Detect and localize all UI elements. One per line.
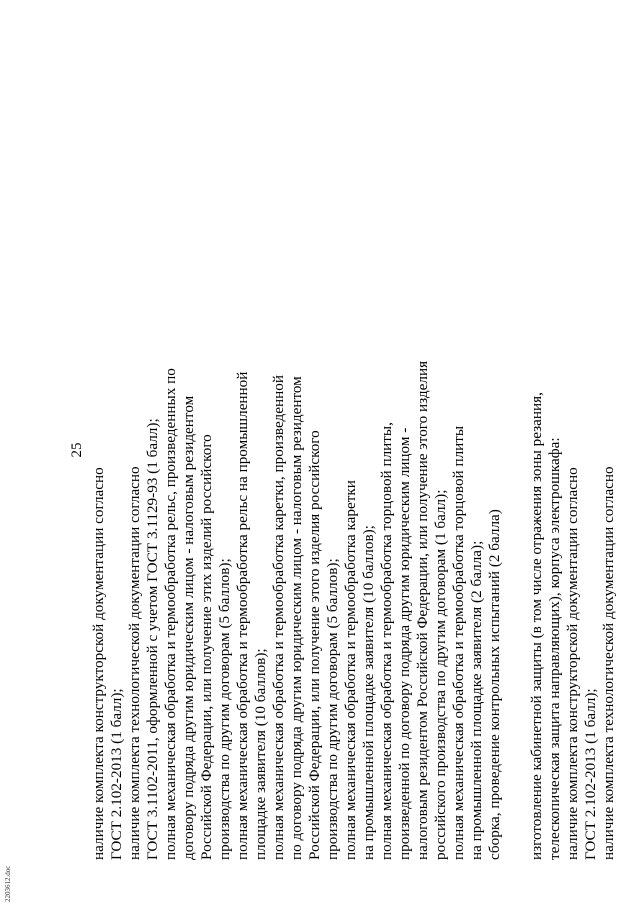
text-line: наличие комплекта технологической документации согласно: [126, 466, 143, 860]
text-line: российского производства по другим договорам (1 балл);: [432, 489, 449, 860]
text-line: изготовление кабинетной защиты (в том числе отражения зоны резания,: [528, 392, 545, 860]
text-line: договору подряда другим юридическим лицом - налоговым резидентом: [180, 395, 197, 860]
text-line: полная механическая обработка и термообработка рельс, произведенных по: [162, 368, 179, 860]
text-line: производства по другим договорам (5 баллов);: [324, 558, 341, 860]
text-line: ГОСТ 3.1102-2011, оформленной с учетом ГОСТ 3.1129-93 (1 балл);: [144, 418, 161, 860]
text-line: ГОСТ 2.102-2013 (1 балл);: [108, 688, 125, 860]
text-line: наличие комплекта технологической документации согласно: [600, 466, 617, 860]
text-line: на промышленной площадке заявителя (2 балла);: [468, 540, 485, 860]
text-line: полная механическая обработка и термообработка торцовой плиты,: [378, 422, 395, 860]
text-line: Российской Федерации, или получение этого изделия российского: [306, 430, 323, 860]
text-line: сборка, проведение контрольных испытаний (2 балла): [486, 509, 503, 860]
text-line: полная механическая обработка и термообработка каретки: [342, 480, 359, 860]
text-line: произведенной по договору подряда другим юридическим лицом -: [396, 427, 413, 860]
text-line: налоговым резидентом Российской Федерации, или получение этого изделия: [414, 360, 431, 860]
text-line: полная механическая обработка и термообработка торцовой плиты: [450, 425, 467, 860]
text-line: телескопическая защита направляющих), корпуса электрошкафа:: [546, 437, 563, 860]
text-line: полная механическая обработка и термообработка каретки, произведенной: [270, 374, 287, 860]
text-line: полная механическая обработка и термообработка рельс на промышленной: [234, 371, 251, 860]
text-line: по договору подряда другим юридическим лицом - налоговым резидентом: [288, 376, 305, 860]
text-line: производства по другим договорам (5 баллов);: [216, 558, 233, 860]
text-line: наличие комплекта конструкторской документации согласно: [564, 467, 581, 860]
text-line: площадке заявителя (10 баллов);: [252, 648, 269, 860]
text-line: ГОСТ 2.102-2013 (1 балл);: [582, 688, 599, 860]
document-file-code: 2203612.doc: [4, 865, 12, 902]
page-number: 25: [69, 442, 85, 458]
text-line: наличие комплекта конструкторской документации согласно: [90, 467, 107, 860]
text-line: на промышленной площадке заявителя (10 баллов);: [360, 525, 377, 860]
text-line: Российской Федерации, или получение этих изделий российского: [198, 434, 215, 860]
rotated-page-content: [68, 40, 617, 860]
